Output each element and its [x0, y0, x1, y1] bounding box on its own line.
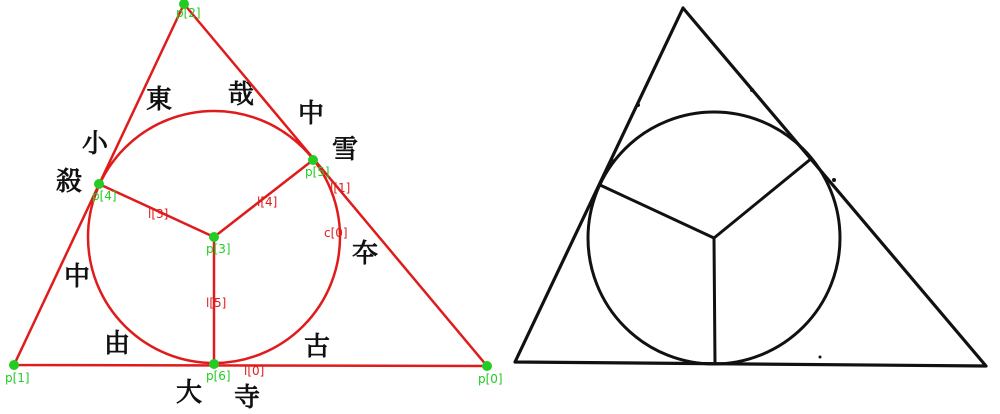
- sketch-radius-right: [714, 158, 812, 238]
- left-annotated-diagram: [5, 0, 503, 413]
- point-label: p[4]: [92, 189, 117, 203]
- point-marker: [209, 232, 219, 242]
- point-marker: [209, 359, 219, 369]
- sketch-radius-bottom: [714, 238, 715, 364]
- handwriting-mark: 小: [82, 129, 109, 159]
- point-label: p[3]: [206, 242, 231, 256]
- handwriting-mark: 大: [176, 378, 203, 408]
- line-label-l3: l[3]: [148, 207, 169, 221]
- ink-speck: [750, 88, 754, 92]
- ink-speck: [832, 178, 836, 182]
- point-marker: [482, 361, 492, 371]
- point-p3: [206, 232, 231, 256]
- point-label: p[1]: [5, 371, 30, 385]
- handwriting-mark: 由: [104, 329, 131, 359]
- handwriting-mark: 哉: [228, 80, 255, 110]
- point-marker: [94, 179, 104, 189]
- point-marker: [9, 360, 19, 370]
- handwriting-mark: 寺: [234, 383, 261, 413]
- handwriting-mark: 古: [304, 332, 331, 362]
- handwriting-mark: 殺: [56, 167, 83, 197]
- point-p4: [92, 179, 117, 203]
- handwriting-mark: 東: [146, 85, 173, 115]
- point-label: p[2]: [176, 6, 201, 20]
- point-label: p[5]: [305, 165, 330, 179]
- ink-speck: [591, 204, 594, 207]
- point-p2: [176, 0, 201, 20]
- handwriting-mark: 雪: [332, 135, 359, 165]
- point-marker: [308, 155, 318, 165]
- sketch-triangle: [515, 8, 986, 366]
- ink-speck: [636, 103, 640, 107]
- sketch-radius-left: [600, 185, 714, 238]
- line-label-l0: l[0]: [244, 364, 265, 378]
- point-p5: [305, 155, 330, 179]
- ink-speck: [611, 159, 614, 162]
- point-p1: [5, 360, 30, 385]
- ink-speck: [819, 356, 822, 359]
- outer-triangle: [14, 4, 487, 366]
- handwriting-mark: 中: [64, 262, 91, 292]
- point-label: p[6]: [206, 369, 231, 383]
- circle-label-c0: c[0]: [324, 226, 348, 240]
- line-label-l4: l[4]: [257, 195, 278, 209]
- right-sketch-diagram: [515, 8, 986, 366]
- line-label-l1: l[1]: [330, 181, 351, 195]
- handwriting-mark: 夲: [352, 239, 379, 269]
- handwriting-mark: 中: [298, 99, 325, 129]
- point-label: p[0]: [478, 372, 503, 386]
- line-label-l5: l[5]: [206, 296, 227, 310]
